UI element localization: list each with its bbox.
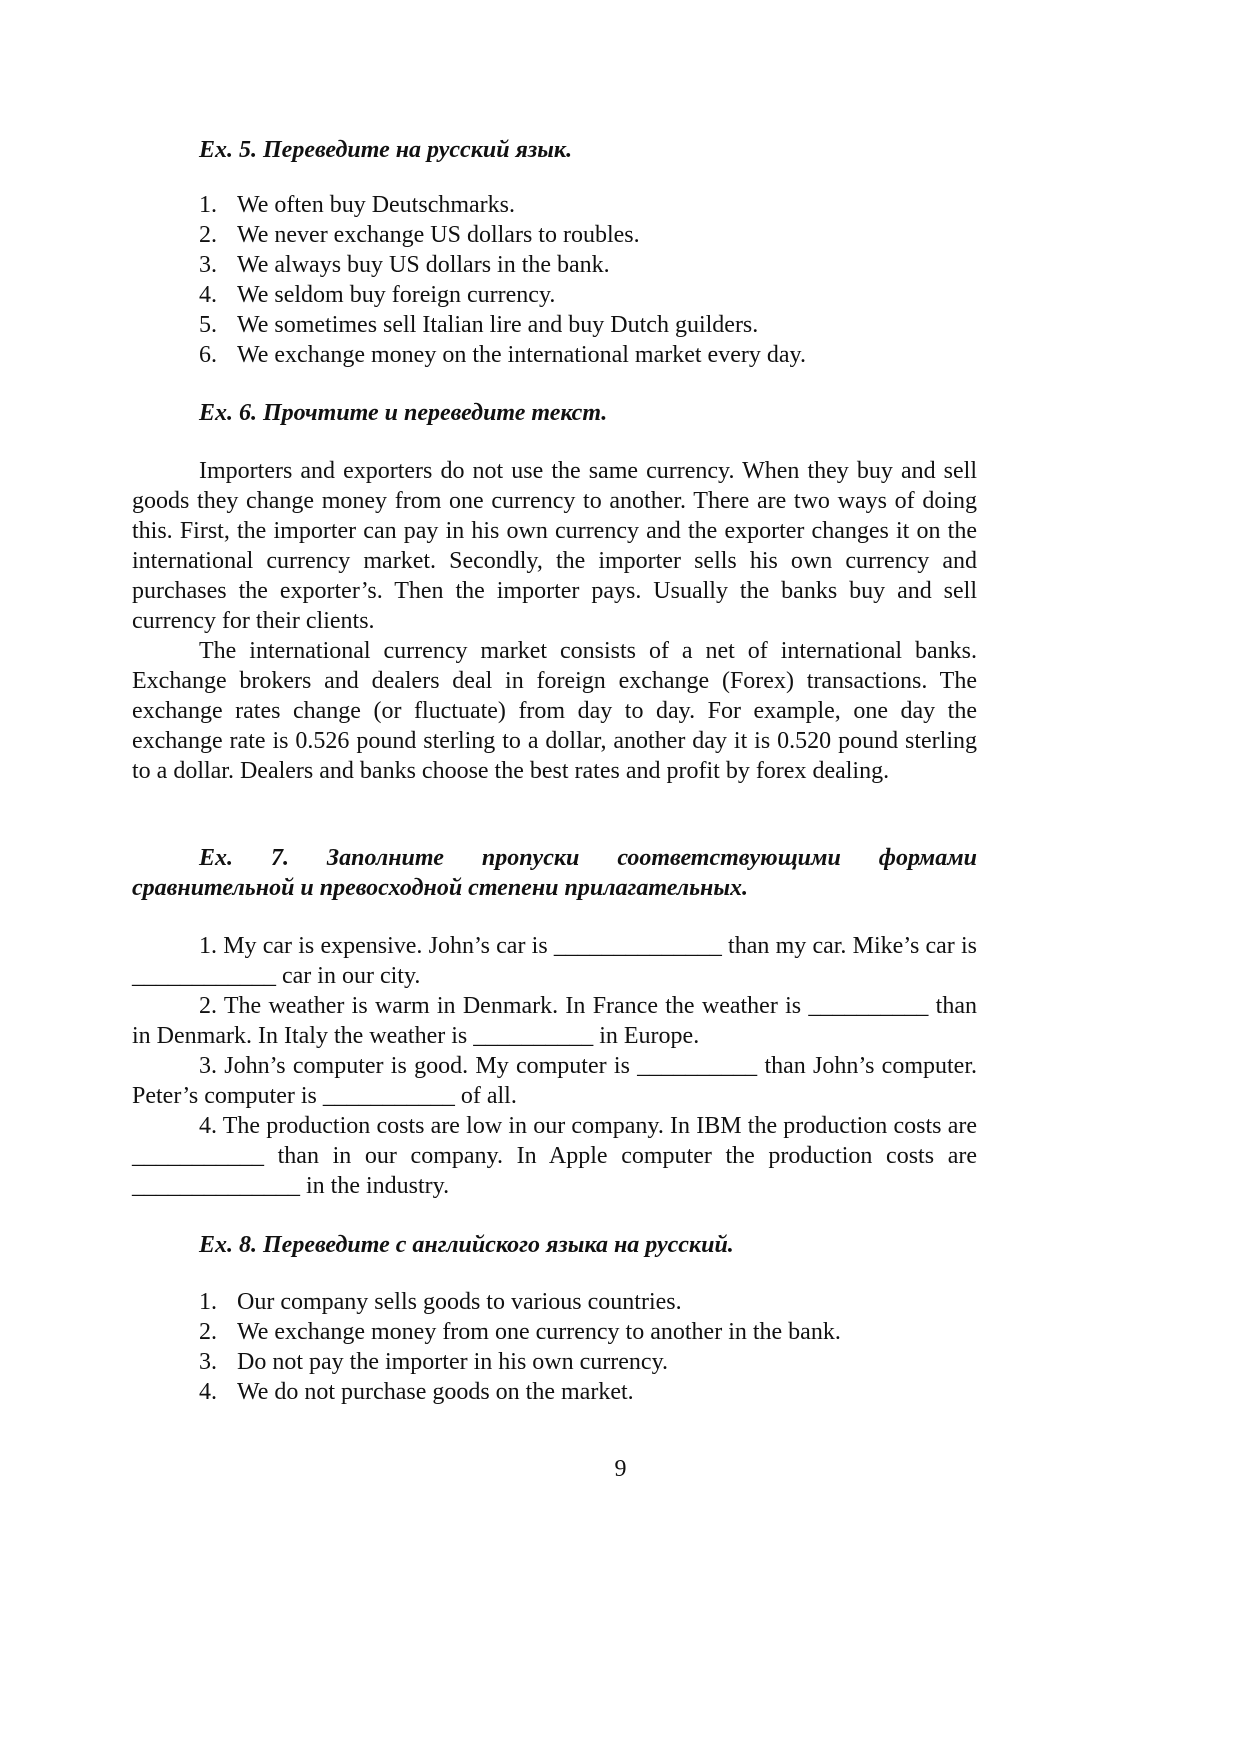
- exercise-item: 3. John’s computer is good. My computer is __________ than John’s computer. Peter’s computer is ___________ of all.: [132, 1053, 977, 1109]
- list-item: [132, 280, 977, 310]
- item-number: 2.: [199, 1319, 217, 1345]
- item-text: We exchange money on the international market every day.: [237, 342, 806, 368]
- ex5-heading: Ex. 5. Переведите на русский язык.: [199, 137, 573, 163]
- ex8-list: [132, 1287, 977, 1407]
- item-number: 5.: [199, 312, 217, 338]
- item-number: 3.: [199, 1349, 217, 1375]
- item-number: 2.: [199, 222, 217, 248]
- list-item: [132, 250, 977, 280]
- list-item: [132, 220, 977, 250]
- item-number: 1.: [199, 192, 217, 218]
- page-number: 9: [614, 1456, 627, 1482]
- exercise-item: 1. My car is expensive. John’s car is ______________ than my car. Mike’s car is ____________ car in our city.: [132, 933, 977, 989]
- item-text: Do not pay the importer in his own currency.: [237, 1349, 669, 1375]
- item-number: 4.: [199, 1379, 217, 1405]
- paragraph: Importers and exporters do not use the same currency. When they buy and sell goods they change money from one currency to another. There are two ways of doing this. First, the importer can pay in his own currency and the exporter changes it on the international currency market. Secondly, the importer sells his own currency and purchases the exporter’s. Then the importer pays. Usually the banks buy and sell currency for their clients.: [132, 458, 977, 634]
- list-item: [132, 1347, 977, 1377]
- item-text: We never exchange US dollars to roubles.: [237, 222, 640, 248]
- item-text: We do not purchase goods on the market.: [237, 1379, 634, 1405]
- item-number: 3.: [199, 252, 217, 278]
- exercise-item: 4. The production costs are low in our company. In IBM the production costs are ___________ than in our company. In Apple computer the production costs are ______________ in the industry.: [132, 1113, 977, 1199]
- ex6-text: [132, 456, 977, 786]
- item-text: We always buy US dollars in the bank.: [237, 252, 610, 278]
- list-item: [132, 340, 977, 370]
- ex7-heading: Ex. 7. Заполните пропуски соответствующими формами сравнительной и превосходной степени прилагательных.: [132, 845, 977, 901]
- item-text: Our company sells goods to various countries.: [237, 1289, 682, 1315]
- item-text: We exchange money from one currency to another in the bank.: [237, 1319, 841, 1345]
- item-text: We seldom buy foreign currency.: [237, 282, 556, 308]
- ex8-heading: Ex. 8. Переведите с английского языка на русский.: [199, 1232, 734, 1258]
- list-item: [132, 1377, 977, 1407]
- item-number: 6.: [199, 342, 217, 368]
- ex7-items: [132, 931, 977, 1201]
- list-item: [132, 1287, 977, 1317]
- list-item: [132, 1317, 977, 1347]
- list-item: [132, 190, 977, 220]
- item-number: 4.: [199, 282, 217, 308]
- exercise-item: 2. The weather is warm in Denmark. In France the weather is __________ than in Denmark. In Italy the weather is __________ in Europe.: [132, 993, 977, 1049]
- item-number: 1.: [199, 1289, 217, 1315]
- item-text: We sometimes sell Italian lire and buy Dutch guilders.: [237, 312, 759, 338]
- paragraph: The international currency market consists of a net of international banks. Exchange brokers and dealers deal in foreign exchange (Forex) transactions. The exchange rates change (or fluctuate) from day to day. For example, one day the exchange rate is 0.526 pound sterling to a dollar, another day it is 0.520 pound sterling to a dollar. Dealers and banks choose the best rates and profit by forex dealing.: [132, 638, 977, 784]
- list-item: [132, 310, 977, 340]
- ex5-list: [132, 190, 977, 370]
- ex6-heading: Ex. 6. Прочтите и переведите текст.: [199, 400, 608, 426]
- item-text: We often buy Deutschmarks.: [237, 192, 515, 218]
